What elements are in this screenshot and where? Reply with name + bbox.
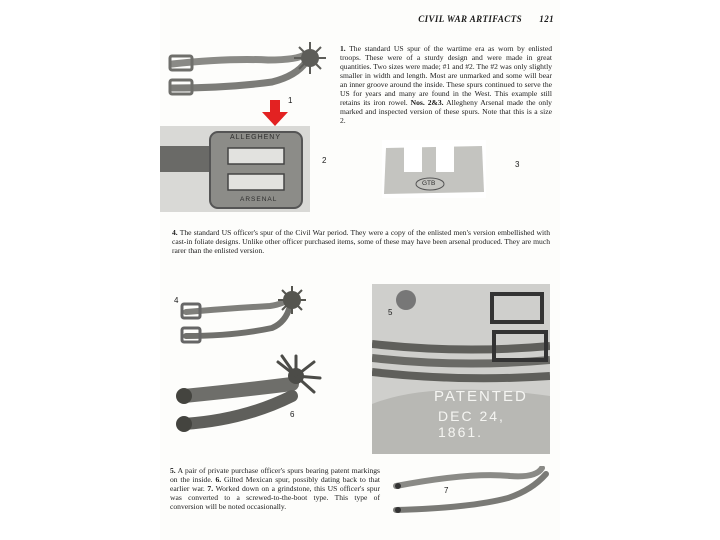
stamp-patent-date: DEC 24, 1861. (438, 408, 505, 440)
figure-1-photo (168, 36, 328, 126)
stamp-arsenal: ARSENAL (240, 196, 278, 203)
figure-7-photo (390, 466, 554, 524)
caption-1-text: The standard US spur of the wartime era as worn by enlisted troops. These were of a sturdy design and were made in great quantities. Two sizes were made; #1 and #2. The #2 was only slightly smaller in width and length. Most are unmarked and some will bear an inner groove around the inside. These spurs continued to serve the US for years and many are found in the West. This example still retains its iron rowel. (340, 44, 552, 107)
caption-1 (340, 44, 552, 125)
stamp-inspector: GTB (422, 180, 436, 187)
stamp-patented: PATENTED (434, 388, 528, 405)
figure-4-photo (174, 286, 306, 356)
caption-5-text: A pair of private purchase officer's spurs bearing patent markings on the inside. (170, 466, 380, 484)
figure-2-photo (160, 126, 310, 212)
caption-5-6-7 (170, 466, 380, 511)
caption-1-number: 1. (340, 44, 346, 53)
running-title: CIVIL WAR ARTIFACTS (418, 14, 522, 24)
figure-6-number: 6 (290, 410, 295, 419)
page-number: 121 (539, 14, 554, 24)
figure-2-number: 2 (322, 156, 327, 165)
figure-5-number: 5 (388, 308, 393, 317)
figure-3-photo (382, 140, 486, 198)
figure-4-number: 4 (174, 296, 179, 305)
caption-6-number: 6. (215, 475, 222, 484)
book-page (160, 0, 560, 540)
figure-3-number: 3 (515, 160, 520, 169)
caption-1-tail: Allegheny Arsenal made the only marked and inspected version of these spurs. Note that this is a size 2. (340, 98, 552, 125)
caption-4-text: The standard US officer's spur of the Civil War period. They were a copy of the enlisted men's version embellished with cast-in foliate designs. Unlike other officer purchased items, some of these may have been arsenal produced. They are much rarer than the enlisted version. (172, 228, 550, 255)
caption-7-number: 7. (207, 484, 214, 493)
caption-1-ref: Nos. 2&3. (410, 98, 444, 107)
caption-5-number: 5. (170, 466, 176, 475)
stamp-allegheny: ALLEGHENY (230, 134, 282, 141)
caption-4 (172, 228, 550, 255)
figure-1-number: 1 (288, 96, 293, 105)
figure-5-photo (372, 284, 550, 454)
running-header (160, 14, 560, 28)
figure-7-number: 7 (444, 486, 449, 495)
caption-4-number: 4. (172, 228, 178, 237)
caption-6-text: Gilted Mexican spur, possibly dating back to that earlier war. (170, 475, 380, 493)
red-arrow-icon (260, 96, 293, 128)
figure-6-photo (174, 354, 324, 444)
caption-7-text: Worked down on a grindstone, this US officer's spur was converted to a screwed-to-the-boot type. This type of conversion will be noted occasionally. (170, 484, 380, 511)
